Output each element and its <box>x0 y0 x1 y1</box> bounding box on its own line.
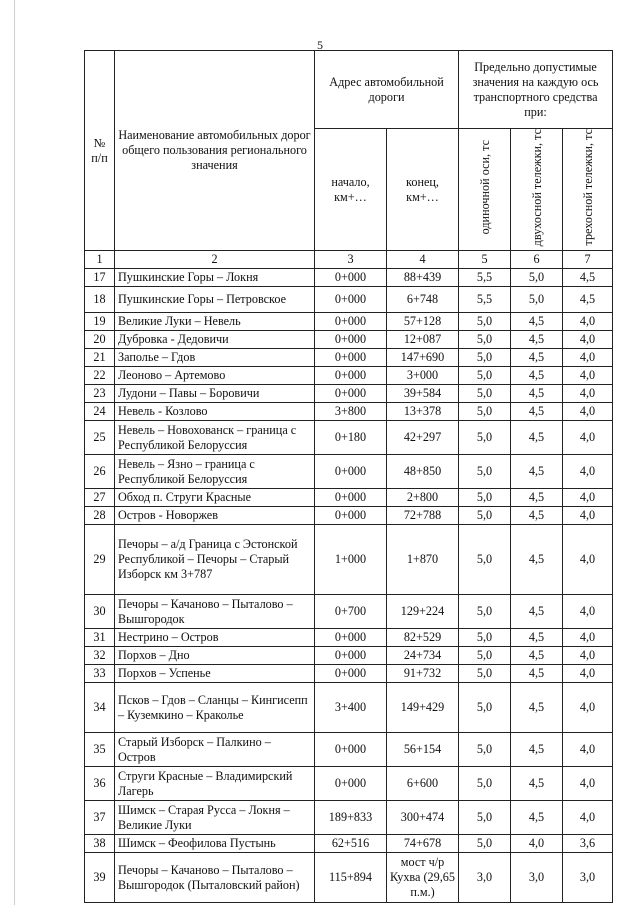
start-km: 62+516 <box>315 835 387 853</box>
row-number: 36 <box>85 767 115 801</box>
road-name: Великие Луки – Невель <box>115 313 315 331</box>
triple-axle-value: 4,0 <box>563 313 613 331</box>
column-index: 7 <box>563 251 613 269</box>
row-number: 24 <box>85 403 115 421</box>
end-km: 3+000 <box>387 367 459 385</box>
end-km: 39+584 <box>387 385 459 403</box>
double-axle-value: 4,5 <box>511 489 563 507</box>
start-km: 0+000 <box>315 349 387 367</box>
single-axle-value: 5,0 <box>459 385 511 403</box>
road-name: Шимск – Феофилова Пустынь <box>115 835 315 853</box>
row-number: 27 <box>85 489 115 507</box>
road-name: Струги Красные – Владимирский Лагерь <box>115 767 315 801</box>
column-index: 6 <box>511 251 563 269</box>
single-axle-value: 5,0 <box>459 403 511 421</box>
double-axle-value: 4,5 <box>511 525 563 595</box>
column-index: 2 <box>115 251 315 269</box>
table-row <box>85 733 613 767</box>
header-single-axle: одиночной оси, тс <box>459 129 511 251</box>
triple-axle-value: 4,0 <box>563 367 613 385</box>
start-km: 0+000 <box>315 287 387 313</box>
triple-axle-value: 4,0 <box>563 665 613 683</box>
row-number: 35 <box>85 733 115 767</box>
start-km: 0+000 <box>315 385 387 403</box>
double-axle-value: 4,5 <box>511 313 563 331</box>
single-axle-value: 5,0 <box>459 367 511 385</box>
row-number: 32 <box>85 647 115 665</box>
road-name: Лудони – Павы – Боровичи <box>115 385 315 403</box>
start-km: 0+000 <box>315 313 387 331</box>
double-axle-value: 4,5 <box>511 403 563 421</box>
double-axle-value: 4,5 <box>511 733 563 767</box>
row-number: 31 <box>85 629 115 647</box>
start-km: 0+000 <box>315 507 387 525</box>
table-row <box>85 853 613 903</box>
road-name: Порхов – Дно <box>115 647 315 665</box>
end-km: 74+678 <box>387 835 459 853</box>
table-row <box>85 269 613 287</box>
start-km: 0+000 <box>315 489 387 507</box>
double-axle-value: 4,5 <box>511 455 563 489</box>
end-km: 42+297 <box>387 421 459 455</box>
table-row <box>85 647 613 665</box>
row-number: 38 <box>85 835 115 853</box>
road-name: Печоры – Качаново – Пыталово – Вышгородок (Пыталовский район) <box>115 853 315 903</box>
single-axle-value: 5,0 <box>459 767 511 801</box>
end-km: 1+870 <box>387 525 459 595</box>
start-km: 0+000 <box>315 767 387 801</box>
road-name: Леоново – Артемово <box>115 367 315 385</box>
road-name: Обход п. Струги Красные <box>115 489 315 507</box>
road-name: Старый Изборск – Палкино – Остров <box>115 733 315 767</box>
table-row <box>85 367 613 385</box>
double-axle-value: 4,5 <box>511 595 563 629</box>
start-km: 115+894 <box>315 853 387 903</box>
end-km: 13+378 <box>387 403 459 421</box>
row-number: 18 <box>85 287 115 313</box>
table-row <box>85 489 613 507</box>
table-row <box>85 629 613 647</box>
row-number: 17 <box>85 269 115 287</box>
row-number: 21 <box>85 349 115 367</box>
table-row <box>85 349 613 367</box>
triple-axle-value: 4,0 <box>563 403 613 421</box>
table-row <box>85 595 613 629</box>
single-axle-value: 5,0 <box>459 455 511 489</box>
start-km: 3+400 <box>315 683 387 733</box>
triple-axle-value: 4,0 <box>563 767 613 801</box>
row-number: 25 <box>85 421 115 455</box>
page-number: 5 <box>317 38 323 52</box>
header-address: Адрес автомобильной дороги <box>315 51 459 129</box>
column-index-row <box>85 251 613 269</box>
road-name: Дубровка - Дедовичи <box>115 331 315 349</box>
triple-axle-value: 4,5 <box>563 269 613 287</box>
end-km: 147+690 <box>387 349 459 367</box>
triple-axle-value: 4,0 <box>563 647 613 665</box>
triple-axle-value: 4,0 <box>563 801 613 835</box>
road-name: Порхов – Успенье <box>115 665 315 683</box>
table-row <box>85 525 613 595</box>
triple-axle-value: 4,0 <box>563 455 613 489</box>
triple-axle-value: 4,0 <box>563 733 613 767</box>
table-row <box>85 683 613 733</box>
double-axle-value: 4,0 <box>511 835 563 853</box>
row-number: 22 <box>85 367 115 385</box>
header-road-name: Наименование автомобильных дорог общего пользования регионального значения <box>115 51 315 251</box>
single-axle-value: 3,0 <box>459 853 511 903</box>
column-index: 3 <box>315 251 387 269</box>
table-row <box>85 421 613 455</box>
double-axle-value: 3,0 <box>511 853 563 903</box>
end-km: 72+788 <box>387 507 459 525</box>
triple-axle-value: 4,0 <box>563 629 613 647</box>
single-axle-value: 5,0 <box>459 421 511 455</box>
single-axle-value: 5,0 <box>459 835 511 853</box>
end-km: 149+429 <box>387 683 459 733</box>
table-row <box>85 835 613 853</box>
single-axle-value: 5,5 <box>459 269 511 287</box>
column-index: 1 <box>85 251 115 269</box>
double-axle-value: 4,5 <box>511 665 563 683</box>
end-km: 24+734 <box>387 647 459 665</box>
road-name: Невель – Язно – граница с Республикой Белоруссия <box>115 455 315 489</box>
double-axle-value: 4,5 <box>511 629 563 647</box>
road-name: Псков – Гдов – Сланцы – Кингисепп – Куземкино – Краколье <box>115 683 315 733</box>
header-triple-axle: трехосной тележки, тс <box>563 129 613 251</box>
row-number: 19 <box>85 313 115 331</box>
double-axle-value: 4,5 <box>511 331 563 349</box>
end-km: 91+732 <box>387 665 459 683</box>
end-km: 6+748 <box>387 287 459 313</box>
triple-axle-value: 4,5 <box>563 287 613 313</box>
table-body <box>85 269 613 903</box>
single-axle-value: 5,0 <box>459 683 511 733</box>
double-axle-value: 4,5 <box>511 801 563 835</box>
road-name: Печоры – Качаново – Пыталово – Вышгородок <box>115 595 315 629</box>
column-index: 4 <box>387 251 459 269</box>
single-axle-value: 5,0 <box>459 665 511 683</box>
header-start-km: начало, км+… <box>315 129 387 251</box>
table-row <box>85 801 613 835</box>
double-axle-value: 4,5 <box>511 385 563 403</box>
end-km: 129+224 <box>387 595 459 629</box>
start-km: 0+000 <box>315 455 387 489</box>
row-number: 20 <box>85 331 115 349</box>
table-row <box>85 455 613 489</box>
triple-axle-value: 4,0 <box>563 385 613 403</box>
single-axle-value: 5,0 <box>459 313 511 331</box>
table-row <box>85 665 613 683</box>
table-row <box>85 385 613 403</box>
triple-axle-value: 4,0 <box>563 525 613 595</box>
end-km: 48+850 <box>387 455 459 489</box>
start-km: 0+000 <box>315 665 387 683</box>
row-number: 37 <box>85 801 115 835</box>
start-km: 0+180 <box>315 421 387 455</box>
table-row <box>85 507 613 525</box>
triple-axle-value: 4,0 <box>563 349 613 367</box>
table-row <box>85 313 613 331</box>
start-km: 3+800 <box>315 403 387 421</box>
single-axle-value: 5,0 <box>459 733 511 767</box>
single-axle-value: 5,0 <box>459 507 511 525</box>
road-name: Печоры – а/д Граница с Эстонской Республикой – Печоры – Старый Изборск км 3+787 <box>115 525 315 595</box>
road-name: Остров - Новоржев <box>115 507 315 525</box>
road-name: Заполье – Гдов <box>115 349 315 367</box>
double-axle-value: 4,5 <box>511 767 563 801</box>
table-row <box>85 331 613 349</box>
double-axle-value: 4,5 <box>511 421 563 455</box>
header-number: № п/п <box>85 51 115 251</box>
end-km: 82+529 <box>387 629 459 647</box>
start-km: 1+000 <box>315 525 387 595</box>
triple-axle-value: 4,0 <box>563 595 613 629</box>
single-axle-value: 5,5 <box>459 287 511 313</box>
double-axle-value: 4,5 <box>511 647 563 665</box>
scan-edge-line <box>14 0 15 905</box>
triple-axle-value: 4,0 <box>563 507 613 525</box>
triple-axle-value: 4,0 <box>563 421 613 455</box>
row-number: 26 <box>85 455 115 489</box>
road-name: Пушкинские Горы – Локня <box>115 269 315 287</box>
end-km: 12+087 <box>387 331 459 349</box>
single-axle-value: 5,0 <box>459 801 511 835</box>
row-number: 34 <box>85 683 115 733</box>
start-km: 0+000 <box>315 647 387 665</box>
triple-axle-value: 4,0 <box>563 489 613 507</box>
start-km: 0+000 <box>315 629 387 647</box>
double-axle-value: 4,5 <box>511 507 563 525</box>
end-km: 300+474 <box>387 801 459 835</box>
start-km: 0+700 <box>315 595 387 629</box>
double-axle-value: 4,5 <box>511 367 563 385</box>
row-number: 33 <box>85 665 115 683</box>
road-name: Пушкинские Горы – Петровское <box>115 287 315 313</box>
row-number: 28 <box>85 507 115 525</box>
road-name: Невель - Козлово <box>115 403 315 421</box>
triple-axle-value: 4,0 <box>563 331 613 349</box>
start-km: 0+000 <box>315 269 387 287</box>
double-axle-value: 5,0 <box>511 287 563 313</box>
triple-axle-value: 3,6 <box>563 835 613 853</box>
triple-axle-value: 4,0 <box>563 683 613 733</box>
triple-axle-value: 3,0 <box>563 853 613 903</box>
row-number: 29 <box>85 525 115 595</box>
double-axle-value: 4,5 <box>511 683 563 733</box>
column-index: 5 <box>459 251 511 269</box>
table-row <box>85 403 613 421</box>
table-row <box>85 767 613 801</box>
start-km: 0+000 <box>315 367 387 385</box>
roads-table <box>84 50 613 903</box>
start-km: 0+000 <box>315 331 387 349</box>
header-axle-limits: Предельно допустимые значения на каждую ось транспортного средства при: <box>459 51 613 129</box>
road-name: Шимск – Старая Русса – Локня – Великие Луки <box>115 801 315 835</box>
end-km: 57+128 <box>387 313 459 331</box>
single-axle-value: 5,0 <box>459 595 511 629</box>
single-axle-value: 5,0 <box>459 629 511 647</box>
road-name: Невель – Новохованск – граница с Республикой Белоруссия <box>115 421 315 455</box>
end-km: 56+154 <box>387 733 459 767</box>
road-name: Нестрино – Остров <box>115 629 315 647</box>
row-number: 39 <box>85 853 115 903</box>
double-axle-value: 5,0 <box>511 269 563 287</box>
single-axle-value: 5,0 <box>459 349 511 367</box>
row-number: 30 <box>85 595 115 629</box>
header-end-km: конец, км+… <box>387 129 459 251</box>
start-km: 0+000 <box>315 733 387 767</box>
end-km: 2+800 <box>387 489 459 507</box>
double-axle-value: 4,5 <box>511 349 563 367</box>
end-km: мост ч/р Кухва (29,65 п.м.) <box>387 853 459 903</box>
single-axle-value: 5,0 <box>459 647 511 665</box>
single-axle-value: 5,0 <box>459 489 511 507</box>
table-row <box>85 287 613 313</box>
single-axle-value: 5,0 <box>459 331 511 349</box>
single-axle-value: 5,0 <box>459 525 511 595</box>
header-double-axle: двухосной тележки, тс <box>511 129 563 251</box>
end-km: 88+439 <box>387 269 459 287</box>
end-km: 6+600 <box>387 767 459 801</box>
start-km: 189+833 <box>315 801 387 835</box>
row-number: 23 <box>85 385 115 403</box>
